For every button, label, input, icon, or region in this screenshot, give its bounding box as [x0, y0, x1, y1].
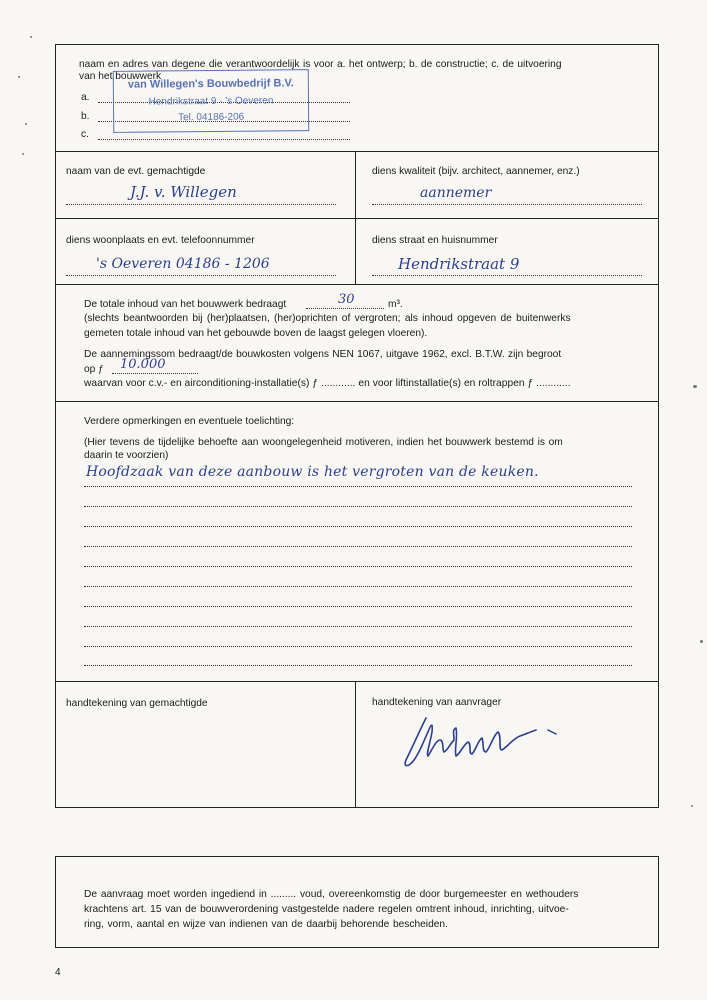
page-number: 4 — [55, 967, 61, 978]
authorized-name-label: naam van de evt. gemachtigde — [66, 166, 206, 177]
cost-prefix: op ƒ — [84, 364, 104, 375]
remarks-note: (Hier tevens de tijdelijke behoefte aan woongelegenheid motiveren, indien het bouwwerk bestemd is om — [84, 437, 563, 448]
scan-speck — [700, 640, 703, 643]
remarks-note-continued: daarin te voorzien) — [84, 450, 169, 461]
remarks-line[interactable] — [84, 546, 632, 547]
installation-costs-label: waarvan voor c.v.- en airconditioning-installatie(s) ƒ ............ en voor liftinstallatie(s) en roltrappen ƒ ............ — [84, 378, 571, 389]
street-value: Hendrikstraat 9 — [398, 255, 520, 273]
volume-instructions-continued: gemeten totale inhoud van het gebouwde boven de laagst gelegen vloeren). — [84, 328, 428, 339]
agent-signature-label: handtekening van gemachtigde — [66, 698, 208, 709]
volume-unit: m³. — [388, 299, 403, 310]
divider-authorized — [55, 218, 659, 219]
applicant-signature — [398, 710, 568, 780]
stamp-phone: Tel. 04186-206 — [178, 111, 245, 124]
residence-value: 's Oeveren 04186 - 1206 — [96, 256, 270, 272]
row-c-label: c. — [81, 129, 89, 140]
cost-label: De aannemingssom bedraagt/de bouwkosten volgens NEN 1067, uitgave 1962, excl. B.T.W. zijn begroot — [84, 349, 562, 360]
submission-instructions-box — [55, 856, 659, 948]
submission-instructions-end: ring, vorm, aantal en wijze van indienen van de daarbij behorende bescheiden. — [84, 919, 448, 930]
remarks-line[interactable] — [84, 606, 632, 607]
applicant-signature-label: handtekening van aanvrager — [372, 697, 502, 708]
remarks-handwritten: Hoofdzaak van deze aanbouw is het vergroten van de keuken. — [86, 464, 539, 480]
divider-column — [355, 151, 356, 284]
cost-value: 10.000 — [120, 357, 166, 372]
cost-field[interactable] — [112, 373, 198, 374]
scan-speck — [22, 153, 24, 155]
authorized-quality-label: diens kwaliteit (bijv. architect, aannemer, enz.) — [372, 166, 580, 177]
stamp-company-name: van Willegen's Bouwbedrijf B.V. — [127, 77, 294, 91]
remarks-line[interactable] — [84, 566, 632, 567]
street-label: diens straat en huisnummer — [372, 235, 498, 246]
volume-value: 30 — [338, 292, 355, 307]
remarks-line[interactable] — [84, 665, 632, 666]
divider-residence — [55, 284, 659, 285]
remarks-line[interactable] — [84, 526, 632, 527]
divider-signature-column — [355, 681, 356, 808]
authorized-name-value: J.J. v. Willegen — [130, 183, 237, 201]
remarks-line[interactable] — [84, 486, 632, 487]
scan-speck — [693, 385, 697, 388]
row-b-label: b. — [81, 111, 90, 122]
volume-label: De totale inhoud van het bouwwerk bedraagt — [84, 299, 287, 310]
authorized-name-field[interactable] — [66, 204, 336, 205]
remarks-line[interactable] — [84, 626, 632, 627]
company-stamp — [113, 69, 310, 133]
remarks-line[interactable] — [84, 506, 632, 507]
owner-label: naam en adres van degene die verantwoordelijk is voor a. het ontwerp; b. de constructie; c. de uitvoering — [79, 59, 562, 70]
owner-label-continued: van het bouwwerk — [79, 71, 162, 82]
divider-owner — [55, 151, 659, 152]
remarks-heading: Verdere opmerkingen en eventuele toelichting: — [84, 416, 295, 427]
remarks-line[interactable] — [84, 646, 632, 647]
authorized-quality-value: aannemer — [420, 185, 492, 201]
residence-label: diens woonplaats en evt. telefoonnummer — [66, 235, 255, 246]
street-field[interactable] — [372, 275, 642, 276]
remarks-line[interactable] — [84, 586, 632, 587]
residence-field[interactable] — [66, 275, 336, 276]
volume-instructions: (slechts beantwoorden bij (her)plaatsen, (her)oprichten of vergroten; als inhoud opgeven de buitenwerks — [84, 313, 571, 324]
volume-field[interactable] — [306, 308, 384, 309]
scan-speck — [18, 76, 20, 78]
stamp-address: Hendrikstraat 9 · 's Oeveren — [148, 95, 274, 108]
row-a-label: a. — [81, 92, 90, 103]
authorized-quality-field[interactable] — [372, 204, 642, 205]
submission-instructions: De aanvraag moet worden ingediend in ......... voud, overeenkomstig de door burgemeester en wethouders — [84, 889, 579, 900]
scan-speck — [25, 123, 27, 125]
divider-remarks — [55, 681, 659, 682]
submission-instructions-continued: krachtens art. 15 van de bouwverordening vastgestelde nadere regelen omtrent inhoud, inrichting, uitvoe- — [84, 904, 569, 915]
scan-speck — [30, 36, 32, 38]
divider-content — [55, 401, 659, 402]
row-c-field[interactable] — [98, 139, 350, 140]
scan-speck — [691, 805, 693, 807]
